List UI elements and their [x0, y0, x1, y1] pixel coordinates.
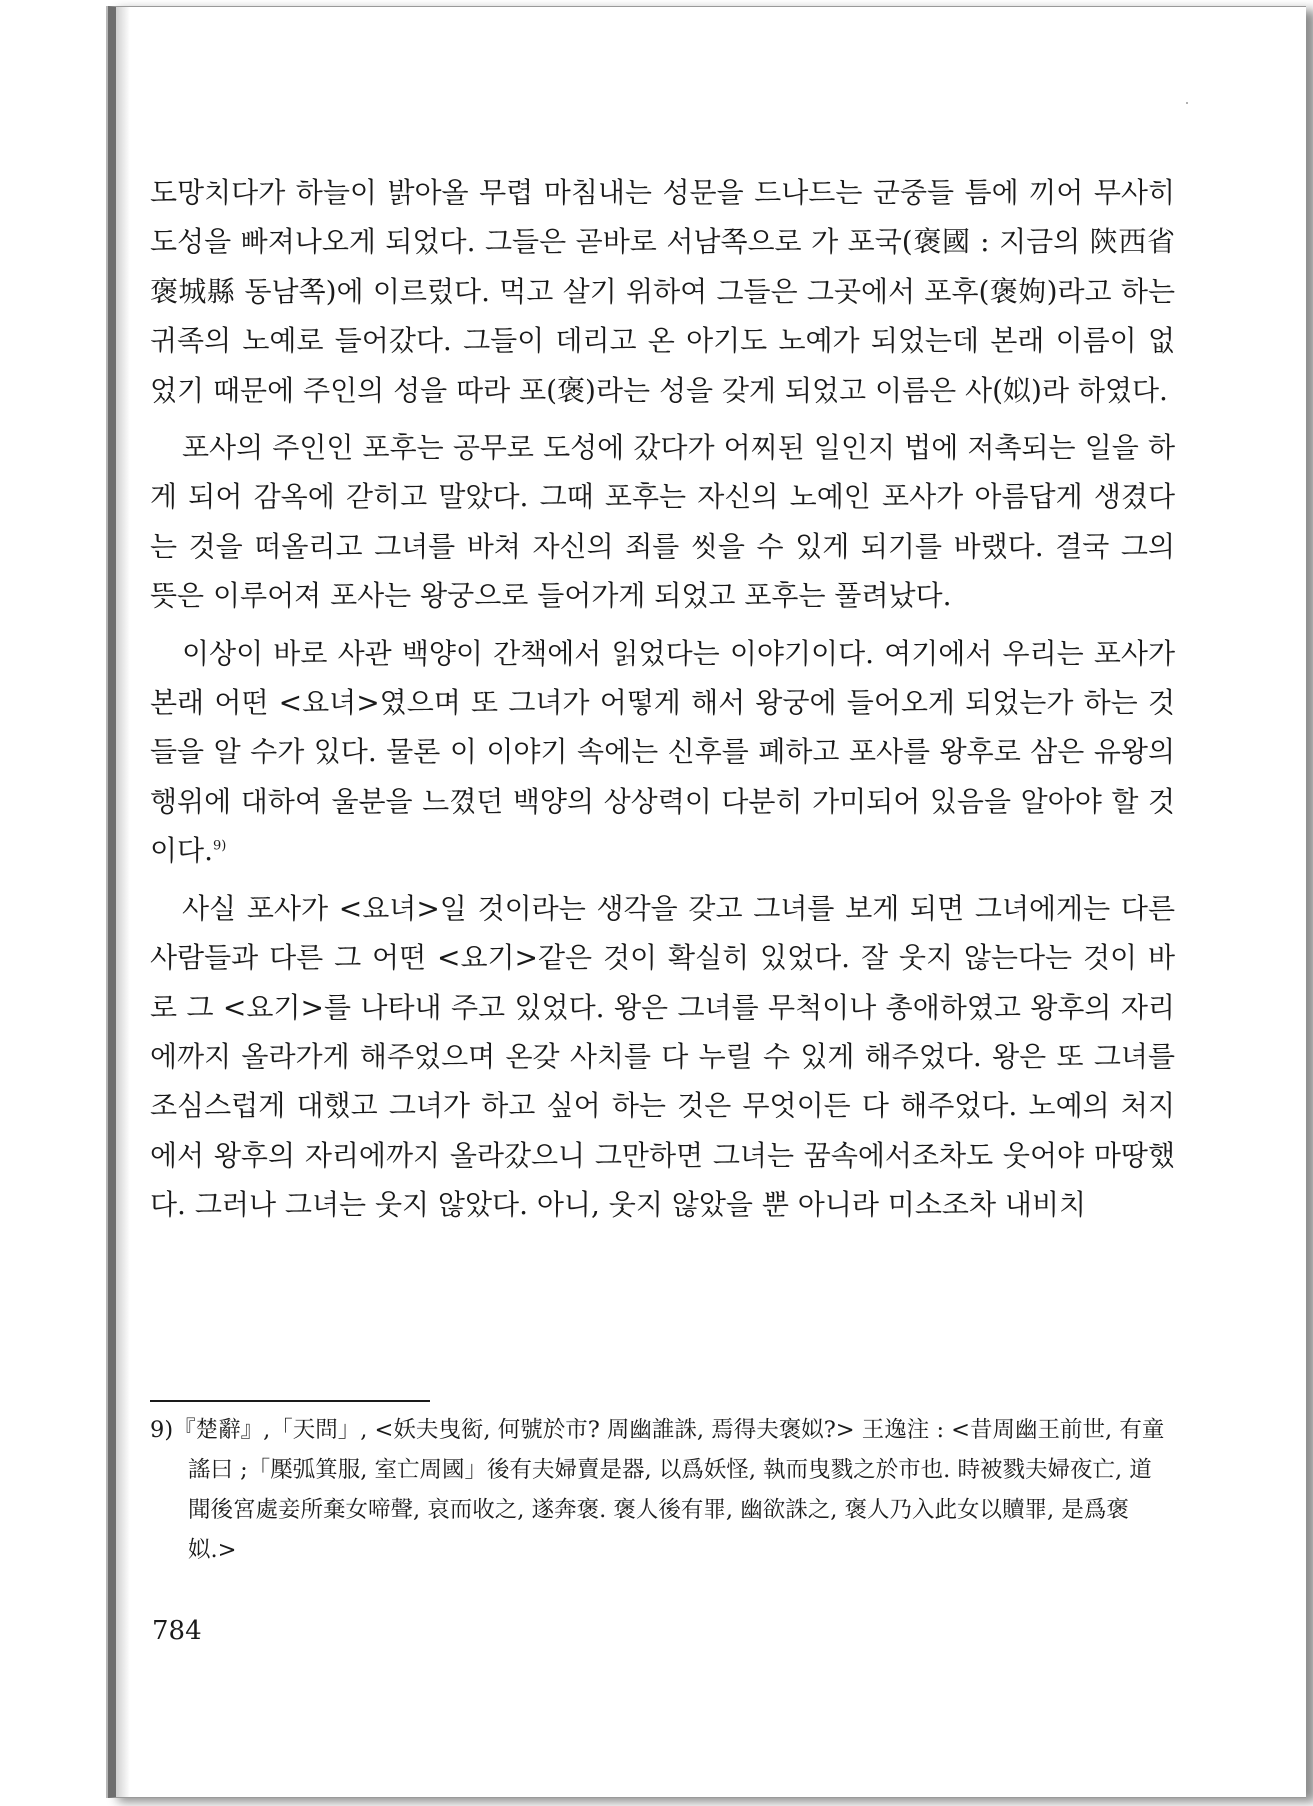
page-binding-shadow	[116, 7, 130, 1797]
scan-speck	[1186, 102, 1188, 104]
footnote: 9)『楚辭』,「天問」, <妖夫曳衒, 何號於市? 周幽誰誅, 焉得夫褒姒?> 王逸注 : <昔周幽王前世, 有童謠曰 ;「檿弧箕服, 室亡周國」後有夫婦賣是器, 以爲妖怪, 執而曳戮之於市也. 時被戮夫婦夜亡, 道聞後宮處妾所棄女啼聲, 哀而收之, 遂奔褒. 褒人後有罪, 幽欲誅之, 褒人乃入此女以贖罪, 是爲褒姒.>	[150, 1417, 1165, 1563]
body-text	[150, 168, 1175, 1230]
paragraph-3	[150, 629, 1175, 876]
footnote-divider	[150, 1400, 430, 1402]
paragraph-1: 도망치다가 하늘이 밝아올 무렵 마침내는 성문을 드나드는 군중들 틈에 끼어 무사히 도성을 빠져나오게 되었다. 그들은 곧바로 서남쪽으로 가 포국(褒國 : 지금의 陝西省 褒城縣 동남쪽)에 이르렀다. 먹고 살기 위하여 그들은 그곳에서 포후(褒姁)라고 하는 귀족의 노예로 들어갔다. 그들이 데리고 온 아기도 노예가 되었는데 본래 이름이 없었기 때문에 주인의 성을 따라 포(褒)라는 성을 갖게 되었고 이름은 사(姒)라 하였다.	[150, 176, 1175, 407]
paragraph-3-text: 이상이 바로 사관 백양이 간책에서 읽었다는 이야기이다. 여기에서 우리는 포사가 본래 어떤 <요녀>였으며 또 그녀가 어떻게 해서 왕궁에 들어오게 되었는가 하는 것들을 알 수가 있다. 물론 이 이야기 속에는 신후를 폐하고 포사를 왕후로 삼은 유왕의 행위에 대하여 울분을 느꼈던 백양의 상상력이 다분히 가미되어 있음을 알아야 할 것이다.	[150, 636, 1175, 868]
paragraph-4: 사실 포사가 <요녀>일 것이라는 생각을 갖고 그녀를 보게 되면 그녀에게는 다른 사람들과 다른 그 어떤 <요기>같은 것이 확실히 있었다. 잘 웃지 않는다는 것이 바로 그 <요기>를 나타내 주고 있었다. 왕은 그녀를 무척이나 총애하였고 왕후의 자리에까지 올라가게 해주었으며 온갖 사치를 다 누릴 수 있게 해주었다. 왕은 또 그녀를 조심스럽게 대했고 그녀가 하고 싶어 하는 것은 무엇이든 다 해주었다. 노예의 처지에서 왕후의 자리에까지 올라갔으니 그만하면 그녀는 꿈속에서조차도 웃어야 마땅했다. 그러나 그녀는 웃지 않았다. 아니, 웃지 않았을 뿐 아니라 미소조차 내비치	[150, 891, 1175, 1222]
footnote-reference: 9)	[213, 838, 227, 854]
page-number: 784	[152, 1616, 202, 1646]
paragraph-2: 포사의 주인인 포후는 공무로 도성에 갔다가 어찌된 일인지 법에 저촉되는 일을 하게 되어 감옥에 갇히고 말았다. 그때 포후는 자신의 노예인 포사가 아름답게 생겼다는 것을 떠올리고 그녀를 바쳐 자신의 죄를 씻을 수 있게 되기를 바랬다. 결국 그의 뜻은 이루어져 포사는 왕궁으로 들어가게 되었고 포후는 풀려났다.	[150, 431, 1175, 613]
